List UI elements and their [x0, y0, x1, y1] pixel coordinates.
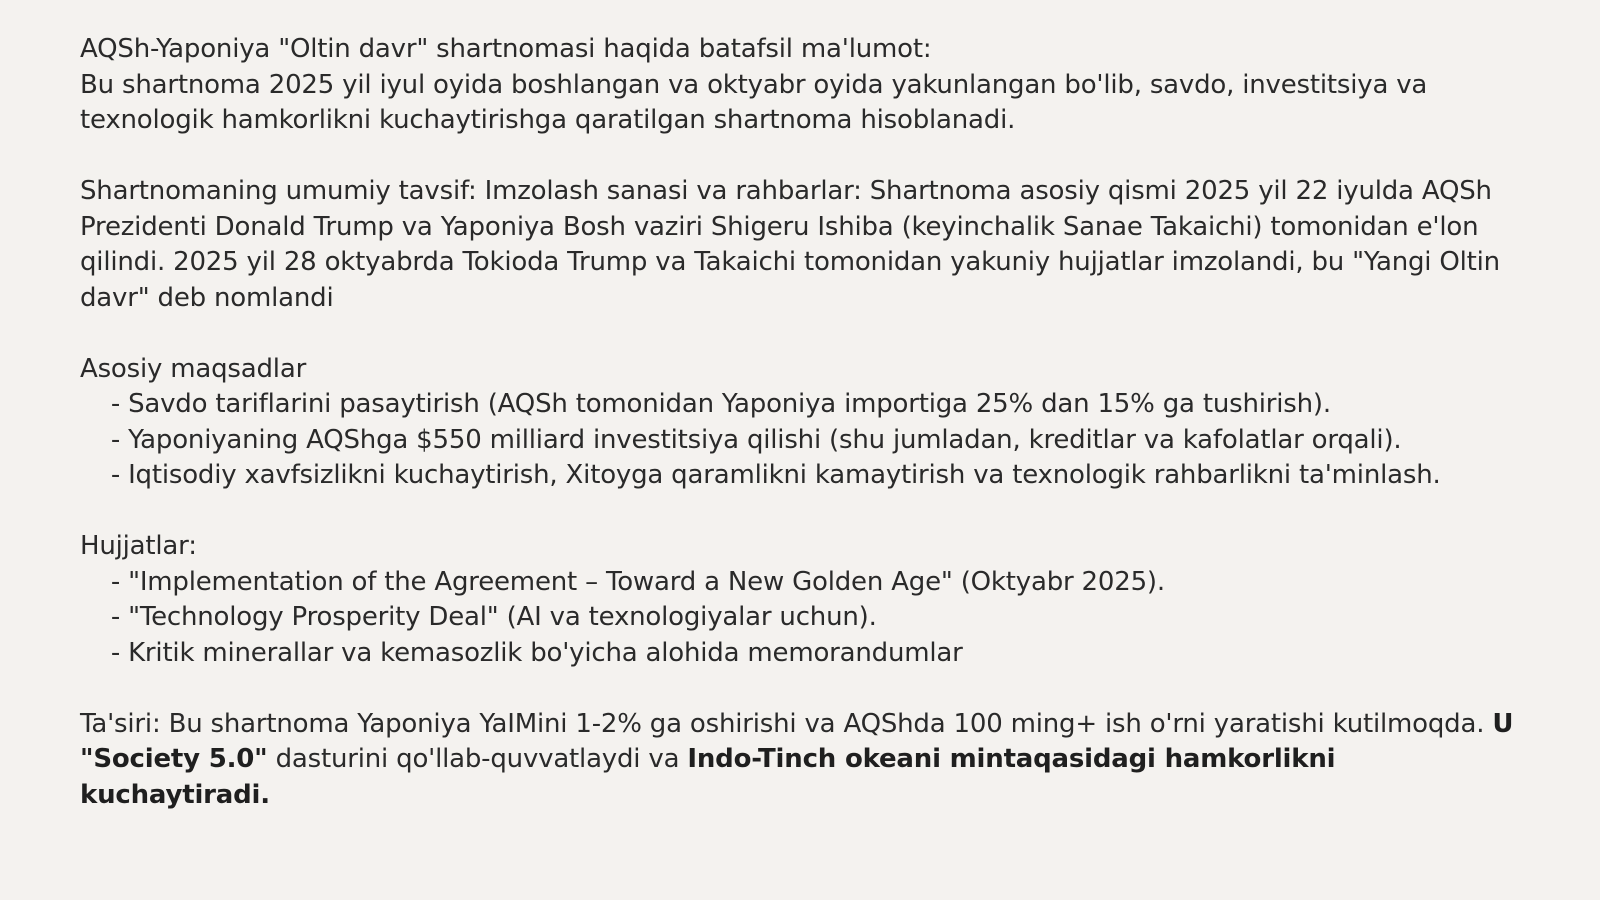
- bullet-marker: -: [110, 637, 120, 668]
- documents-item-text: Kritik minerallar va kemasozlik bo'yicha alohida memorandumlar: [128, 637, 963, 668]
- documents-list-item: [80, 600, 1520, 636]
- goals-list-item: [80, 423, 1520, 459]
- goals-list-item: [80, 458, 1520, 494]
- bullet-marker: -: [110, 460, 120, 490]
- bullet-marker: -: [110, 566, 120, 597]
- spacer: [80, 316, 1520, 352]
- impact-text: Ta'siri: Bu shartnoma Yaponiya YaIMini 1-2% ga oshirishi va AQShda 100 ming+ ish o'rni yaratishi kutilmoqda.: [80, 708, 1485, 739]
- documents-item-text: "Technology Prosperity Deal" (AI va texnologiyalar uchun).: [128, 602, 877, 632]
- impact-paragraph: [80, 707, 1520, 814]
- bullet-marker: -: [110, 389, 120, 419]
- intro-text: Bu shartnoma 2025 yil iyul oyida boshlangan va oktyabr oyida yakunlangan bo'lib, savdo, investitsiya va texnologik hamkorlikni kuchaytirishga qaratilgan shartnoma hisoblanadi.: [80, 69, 1428, 135]
- bullet-marker: -: [110, 424, 120, 455]
- bullet-marker: -: [110, 602, 120, 632]
- documents-list-item: [80, 565, 1520, 601]
- spacer: [80, 139, 1520, 175]
- impact-bold-society: U "Society 5.0": [80, 708, 1514, 774]
- goals-heading: Asosiy maqsadlar: [80, 353, 307, 384]
- goals-item-text: Iqtisodiy xavfsizlikni kuchaytirish, Xitoyga qaramlikni kamaytirish va texnologik rahbarlikni ta'minlash.: [128, 460, 1441, 490]
- spacer: [80, 494, 1520, 530]
- impact-text: dasturini qo'llab-quvvatlaydi va: [275, 744, 680, 774]
- goals-list-item: [80, 387, 1520, 423]
- documents-item-text: "Implementation of the Agreement – Toward a New Golden Age" (Oktyabr 2025).: [128, 566, 1165, 597]
- documents-list-item: [80, 636, 1520, 672]
- impact-bold-indo-pacific: Indo-Tinch okeani mintaqasidagi hamkorlikni kuchaytiradi.: [80, 744, 1336, 810]
- goals-item-text: Yaponiyaning AQShga $550 milliard investitsiya qilishi (shu jumladan, kreditlar va kafolatlar orqali).: [128, 424, 1402, 455]
- overview-text: Shartnomaning umumiy tavsif: Imzolash sanasi va rahbarlar: Shartnoma asosiy qismi 2025 yil 22 iyulda AQSh Prezidenti Donald Trump va Yaponiya Bosh vaziri Shigeru Ishiba (keyinchalik Sanae Takaichi) tomonidan e'lon qilindi. 2025 yil 28 oktyabrda Tokioda Trump va Takaichi tomonidan yakuniy hujjatlar imzolandi, bu "Yangi Oltin davr" deb nomlandi: [80, 176, 1500, 313]
- documents-heading: Hujjatlar:: [80, 531, 197, 561]
- spacer: [80, 671, 1520, 707]
- document-body: [80, 32, 1520, 813]
- intro-heading: AQSh-Yaponiya "Oltin davr" shartnomasi haqida batafsil ma'lumot:: [80, 34, 932, 64]
- goals-item-text: Savdo tariflarini pasaytirish (AQSh tomonidan Yaponiya importiga 25% dan 15% ga tushirish).: [128, 389, 1331, 419]
